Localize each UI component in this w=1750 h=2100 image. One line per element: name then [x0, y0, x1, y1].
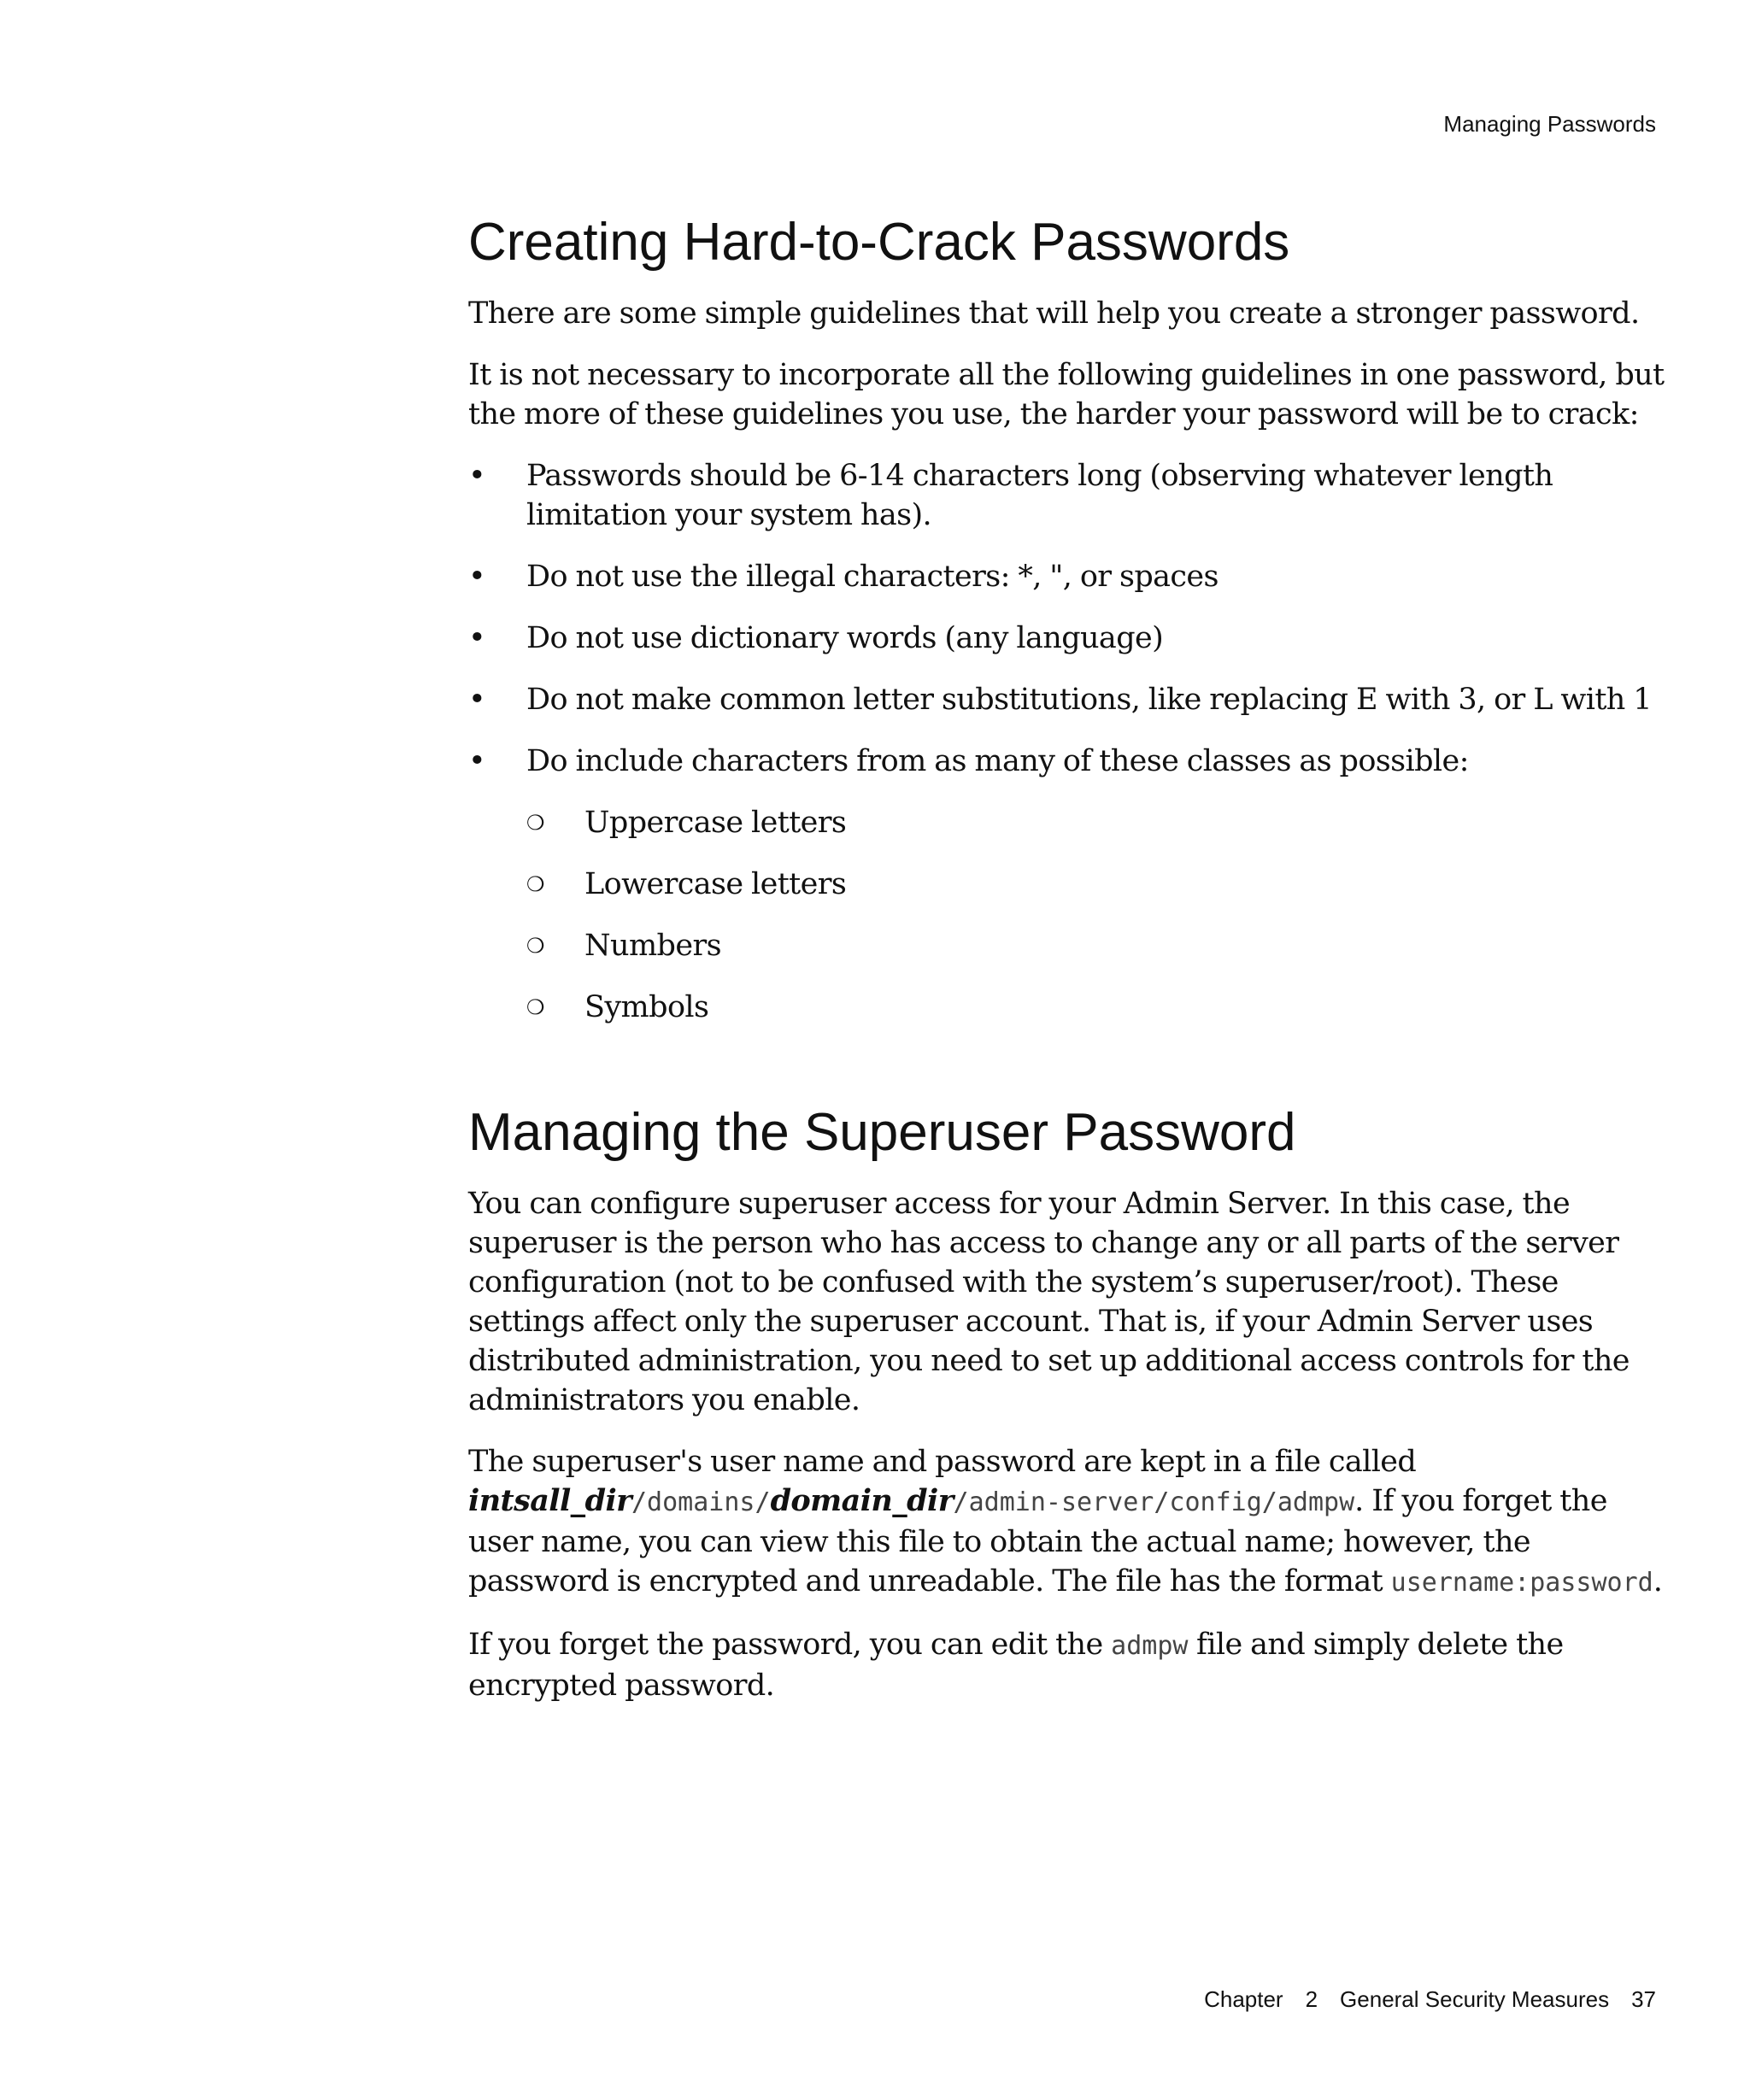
- sub-list-item-text: Numbers: [584, 929, 721, 964]
- list-item-text: Passwords should be 6-14 characters long (observing whatever length limitation your system has).: [526, 459, 1553, 533]
- guidelines-list: [468, 456, 1665, 1027]
- circle-bullet-icon: ❍: [526, 934, 544, 959]
- path-segment: /admin-server/config/admpw: [953, 1487, 1355, 1518]
- para2-end: .: [1653, 1564, 1663, 1599]
- bullet-icon: •: [468, 683, 486, 718]
- section1-intro: There are some simple guidelines that will help you create a stronger password.: [468, 296, 1640, 331]
- circle-bullet-icon: ❍: [526, 811, 544, 836]
- bullet-icon: •: [468, 459, 486, 494]
- chapter-label: Chapter: [1204, 1986, 1283, 2012]
- para2-after-path: . If you forget the user name, you can view this file to obtain the actual name; however, the password is encrypted and unreadable. The file has the format: [468, 1484, 1607, 1599]
- section2-paragraph-3: [468, 1625, 1665, 1705]
- chapter-title: General Security Measures: [1340, 1986, 1610, 2012]
- list-item: [468, 680, 1665, 719]
- section2-paragraph-2: [468, 1442, 1665, 1603]
- section-title-passwords: Creating Hard-to-Crack Passwords: [468, 213, 1290, 272]
- list-item-text: Do not use dictionary words (any language): [526, 621, 1164, 656]
- section-title-superuser: Managing the Superuser Password: [468, 1103, 1296, 1163]
- para3-tail: file and simply delete the encrypted password.: [468, 1628, 1564, 1704]
- list-item: [468, 557, 1665, 596]
- list-item: [468, 456, 1665, 535]
- sub-list-item-text: Symbols: [584, 990, 709, 1025]
- path-segment: /domains/: [631, 1487, 771, 1518]
- page-footer: [1204, 1986, 1656, 2013]
- chapter-number: 2: [1305, 1986, 1318, 2012]
- character-classes-list: [526, 803, 1665, 1027]
- circle-bullet-icon: ❍: [526, 995, 544, 1020]
- section2-paragraph-1: You can configure superuser access for your Admin Server. In this case, the superuser is the person who has access to change any or all parts of the server configuration (not to be confused with the system’s superuser/root). These settings affect only the superuser account. That is, if your Admin Server uses distributed administration, you need to set up additional access controls for the administrators you enable.: [468, 1187, 1630, 1418]
- admpw-file-code: admpw: [1111, 1631, 1189, 1662]
- domain-dir-variable: domain_dir: [770, 1483, 954, 1519]
- install-dir-variable: intsall_dir: [468, 1483, 631, 1519]
- sub-list-item-text: Lowercase letters: [584, 867, 847, 902]
- sub-list-item: [526, 865, 1665, 904]
- sub-list-item-text: Uppercase letters: [584, 806, 847, 841]
- bullet-icon: •: [468, 560, 486, 595]
- circle-bullet-icon: ❍: [526, 872, 544, 897]
- bullet-icon: •: [468, 744, 486, 779]
- list-item: [468, 742, 1665, 1027]
- section1-paragraph: It is not necessary to incorporate all the following guidelines in one password, but the more of these guidelines you use, the harder your password will be to crack:: [468, 358, 1665, 432]
- page-content: [468, 214, 1665, 1728]
- running-header: Managing Passwords: [1443, 111, 1656, 137]
- sub-list-item: [526, 926, 1665, 965]
- format-code: username:password: [1390, 1568, 1653, 1598]
- page-number: 37: [1631, 1986, 1656, 2012]
- para3-lead: If you forget the password, you can edit the: [468, 1628, 1103, 1663]
- sub-list-item: [526, 803, 1665, 842]
- para2-lead: The superuser's user name and password are kept in a file called: [468, 1445, 1417, 1480]
- list-item-text: Do include characters from as many of these classes as possible:: [526, 744, 1469, 779]
- bullet-icon: •: [468, 621, 486, 656]
- list-item-text: Do not make common letter substitutions, like replacing E with 3, or L with 1: [526, 683, 1652, 718]
- sub-list-item: [526, 988, 1665, 1027]
- list-item: [468, 619, 1665, 658]
- list-item-text: Do not use the illegal characters: *, ", or spaces: [526, 560, 1219, 595]
